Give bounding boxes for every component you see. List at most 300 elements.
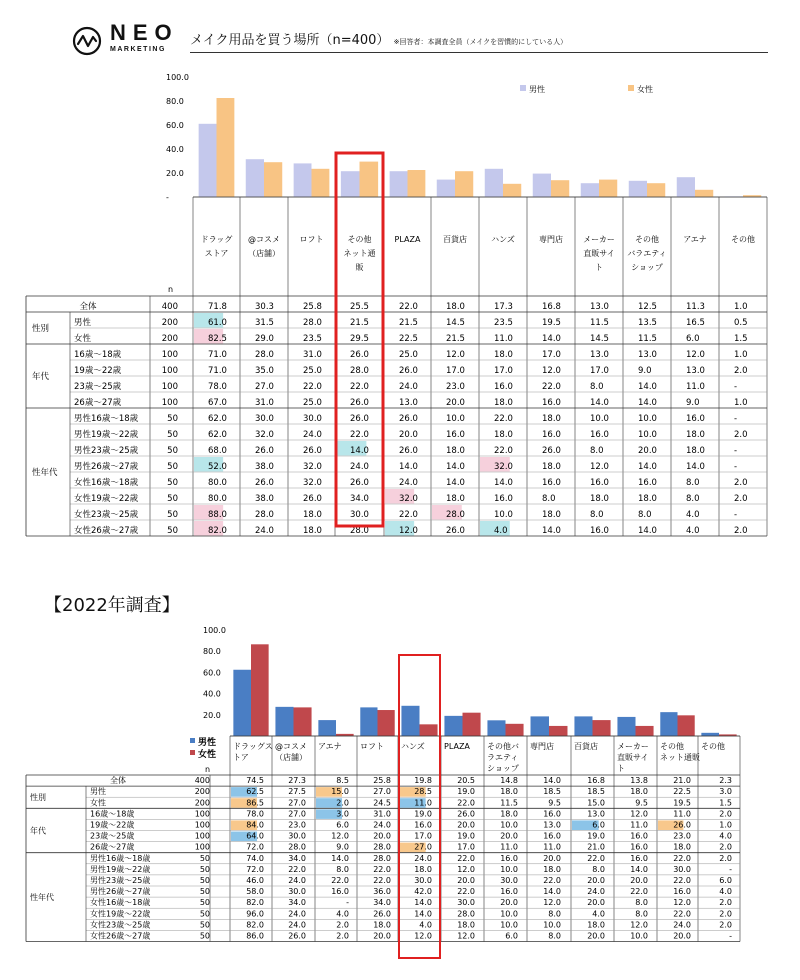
row-n: 400 [161,302,178,312]
cell-value: 34.0 [350,494,369,504]
row-n: 100 [194,820,210,830]
cell-value: 13.0 [590,302,609,312]
row-label: 女性16歳〜18歳 [74,478,139,488]
cell-value: 3.0 [336,809,349,819]
row-n: 50 [199,898,210,908]
cell-value: 86.0 [246,931,264,941]
cell-value: 71.8 [208,302,227,312]
cell-value: 16.0 [542,430,561,440]
row-label: 女性 [74,334,92,344]
category-label-9: その他 [635,235,659,244]
category-label-8: 百貨店 [574,742,598,751]
cell-value: 14.0 [414,898,432,908]
category-label-3: 販 [355,263,364,272]
cell-value: 14.0 [638,382,657,392]
cell-value: 30.0 [414,876,432,885]
cell-value: 27.0 [373,787,391,797]
group-label: 性年代 [30,893,54,903]
cell-value: 28.5 [414,787,432,797]
cell-value: 2.0 [719,809,732,819]
row-n: 50 [167,430,178,440]
cell-value: 24.0 [587,887,605,897]
cell-value: 22.0 [457,798,475,808]
y-tick-label: 40.0 [166,145,184,154]
cell-value: 14.0 [494,478,513,488]
bar-male-1 [275,707,293,736]
cell-value: 2.0 [336,920,349,930]
cell-value: 14.5 [590,334,609,344]
cell-value: 22.0 [457,887,475,897]
bar-female-1 [264,162,282,197]
cell-value: 2.0 [734,494,748,504]
cell-value: - [734,462,738,472]
cell-value: 10.0 [590,414,609,424]
cell-value: 15.0 [587,798,605,808]
cell-value: 28.0 [288,842,306,852]
cell-value: 28.0 [373,842,391,852]
cell-value: 12.0 [630,920,648,930]
category-label-7: 専門店 [539,235,563,244]
category-label-9: メーカー [617,742,649,751]
cell-value: 16.0 [590,526,609,536]
bar-female-3 [378,710,395,736]
row-label: 16歳〜18歳 [74,350,122,360]
n-header-label: n [205,765,211,774]
cell-value: 24.0 [288,920,306,930]
cell-value: 2.0 [734,430,748,440]
cell-value: 20.5 [457,776,475,786]
category-label-11: その他 [731,235,755,244]
bar-male-7 [531,716,549,736]
cell-value: 19.5 [542,318,561,328]
cell-value: 20.0 [500,831,518,841]
cell-value: 8.0 [635,898,648,908]
cell-value: 13.0 [543,820,561,830]
cell-value: 22.0 [542,382,561,392]
cell-value: 17.0 [414,831,432,841]
category-label-4: PLAZA [394,235,421,244]
cell-value: 22.0 [494,446,513,456]
cell-value: 24.0 [399,382,418,392]
cell-value: - [729,931,732,941]
row-n: 50 [167,494,178,504]
cell-value: 11.5 [590,318,609,328]
category-label-1: （店舗） [248,249,280,258]
cell-value: 18.5 [543,787,561,797]
cell-value: 22.0 [587,853,605,863]
cell-value: 14.0 [543,776,561,786]
cell-value: 34.0 [288,853,306,863]
row-n: 100 [161,350,178,360]
cell-value: 12.0 [399,526,418,536]
cell-value: 18.0 [414,864,432,874]
cell-value: 9.5 [548,798,561,808]
cell-value: 16.0 [542,478,561,488]
bar-female-4 [420,724,438,736]
cell-value: 35.0 [255,366,274,376]
cell-value: 14.0 [446,462,465,472]
y-tick-label: 80.0 [203,647,221,657]
cell-value: 26.0 [255,478,274,488]
row-n: 100 [194,831,210,841]
cell-value: 23.0 [446,382,465,392]
bar-female-4 [408,170,426,197]
cell-value: 4.0 [719,887,732,897]
cell-value: 18.0 [542,510,561,520]
cell-value: 31.0 [255,398,274,408]
row-label: 女性23歳〜25歳 [90,920,151,930]
cell-value: 14.0 [630,864,648,874]
legend-label: 男性 [198,738,217,748]
cell-value: 4.0 [686,526,700,536]
cell-value: 30.0 [288,831,306,841]
cell-value: 30.0 [457,898,475,908]
cell-value: 78.0 [208,382,227,392]
cell-value: 8.0 [635,909,648,919]
cell-value: 30.0 [288,887,306,897]
bar-male-5 [437,180,455,197]
bar-male-8 [581,183,599,197]
row-n: 100 [161,382,178,392]
cell-value: 26.0 [350,414,369,424]
cell-value: 9.5 [635,798,648,808]
cell-value: 22.5 [673,787,691,797]
row-n: 200 [161,318,178,328]
cell-value: 26.0 [303,494,322,504]
cell-value: 24.0 [373,820,391,830]
cell-value: 22.0 [350,430,369,440]
cell-value: 8.0 [686,478,700,488]
cell-value: 32.0 [303,462,322,472]
row-n: 50 [167,526,178,536]
category-label-11: その他 [701,742,725,751]
cell-value: 13.0 [590,350,609,360]
cell-value: 14.0 [543,887,561,897]
cell-value: 16.0 [543,809,561,819]
cell-value: 22.5 [399,334,418,344]
chart-2022 [0,620,800,980]
cell-value: 18.0 [686,430,705,440]
cell-value: 30.0 [255,414,274,424]
cell-value: 18.0 [494,350,513,360]
cell-value: 10.0 [638,414,657,424]
cell-value: 11.5 [500,798,518,808]
cell-value: 27.0 [414,842,432,852]
category-label-10: ネット通販 [660,753,700,762]
cell-value: 20.0 [457,820,475,830]
cell-value: 20.0 [587,931,605,941]
cell-value: 38.0 [255,494,274,504]
category-label-9: バラエティ [627,249,667,258]
cell-value: 23.5 [494,318,513,328]
cell-value: 8.0 [542,494,556,504]
category-label-6: その他バ [487,742,519,751]
cell-value: 27.0 [288,809,306,819]
cell-value: 24.0 [414,853,432,863]
cell-value: 71.0 [208,366,227,376]
cell-value: 2.0 [719,842,732,852]
cell-value: 11.0 [630,820,648,830]
row-label: 女性16歳〜18歳 [90,898,151,908]
row-n: 200 [194,798,210,808]
category-label-5: 百貨店 [443,235,467,244]
cell-value: 10.0 [630,931,648,941]
cell-value: 13.8 [630,776,648,786]
cell-value: 18.0 [373,920,391,930]
bar-male-6 [487,720,505,736]
row-n: 100 [194,809,210,819]
category-label-2: アエナ [318,742,342,751]
row-n: 50 [199,920,210,930]
cell-value: 2.0 [719,920,732,930]
row-n: 50 [167,478,178,488]
cell-value: - [734,446,738,456]
bar-female-0 [251,644,269,736]
cell-value: 2.0 [734,478,748,488]
cell-value: 25.5 [350,302,369,312]
cell-value: 52.0 [208,462,227,472]
category-label-7: 専門店 [530,742,554,751]
cell-value: 16.0 [590,430,609,440]
cell-value: 12.0 [590,462,609,472]
cell-value: 20.0 [399,430,418,440]
legend-swatch-1 [190,750,195,755]
cell-value: 11.0 [686,382,705,392]
cell-value: 22.0 [350,382,369,392]
cell-value: 16.5 [686,318,705,328]
bar-male-10 [660,712,677,736]
cell-value: 25.8 [373,776,391,786]
cell-value: 21.5 [446,334,465,344]
cell-value: 20.0 [500,898,518,908]
y-tick-label: 40.0 [203,689,221,699]
cell-value: 28.0 [457,909,475,919]
cell-value: 17.0 [494,366,513,376]
cell-value: 42.0 [414,887,432,897]
cell-value: 34.0 [373,898,391,908]
cell-value: 29.0 [255,334,274,344]
cell-value: 16.8 [542,302,561,312]
cell-value: 26.0 [446,526,465,536]
cell-value: 4.0 [719,831,732,841]
cell-value: 2.0 [719,853,732,863]
cell-value: 18.0 [543,864,561,874]
cell-value: 20.0 [630,876,648,885]
category-label-0: ドラッグ [200,235,233,244]
cell-value: 86.5 [246,798,264,808]
cell-value: 16.0 [494,382,513,392]
cell-value: 25.0 [303,398,322,408]
cell-value: 6.0 [592,820,605,830]
cell-value: 82.5 [208,334,227,344]
cell-value: 80.0 [208,478,227,488]
cell-value: 64.0 [246,831,264,841]
cell-value: 8.0 [590,510,604,520]
cell-value: 17.0 [446,366,465,376]
cell-value: 6.0 [336,820,349,830]
cell-value: 21.5 [350,318,369,328]
category-label-6: ラエティ [487,753,519,762]
group-label: 性別 [30,793,46,803]
cell-value: 18.0 [446,446,465,456]
cell-value: 26.0 [673,820,691,830]
bar-male-10 [677,177,695,197]
bar-male-11 [701,733,719,736]
cell-value: 2.3 [719,776,732,786]
cell-value: 16.0 [630,831,648,841]
cell-value: 30.0 [350,510,369,520]
cell-value: 22.0 [399,510,418,520]
cell-value: 9.0 [686,398,700,408]
bar-female-8 [599,180,617,197]
cell-value: 36.0 [373,887,391,897]
row-label: 女性26歳〜27歳 [74,526,139,536]
cell-value: 1.0 [719,820,732,830]
chart-2023 [0,60,800,600]
cell-value: 4.0 [336,909,349,919]
cell-value: 8.0 [686,494,700,504]
cell-value: 22.0 [303,382,322,392]
cell-value: 1.0 [734,302,748,312]
cell-value: 11.0 [494,334,513,344]
cell-value: 2.0 [734,526,748,536]
cell-value: 16.0 [494,494,513,504]
cell-value: 10.0 [494,510,513,520]
row-label: 男性26歳〜27歳 [90,887,151,897]
row-n: 50 [199,931,210,941]
cell-value: 30.0 [673,864,691,874]
cell-value: 30.0 [500,876,518,885]
cell-value: 14.0 [590,398,609,408]
title-main: メイク用品を買う場所（n=400） [190,33,390,48]
cell-value: 21.5 [399,318,418,328]
cell-value: 16.0 [543,831,561,841]
bar-female-9 [636,726,654,736]
cell-value: 24.0 [288,876,306,885]
cell-value: 8.0 [548,931,561,941]
bar-female-10 [695,190,713,197]
legend-swatch-0 [520,85,526,91]
row-n: 100 [194,842,210,852]
row-label: 女性19歳〜22歳 [74,494,139,504]
cell-value: 24.0 [255,526,274,536]
cell-value: 8.0 [590,382,604,392]
row-label: 男性26歳〜27歳 [74,462,139,472]
cell-value: 11.0 [500,842,518,852]
cell-value: 12.0 [673,898,691,908]
category-label-5: PLAZA [444,742,470,751]
cell-value: 18.0 [673,842,691,852]
cell-value: 12.0 [630,809,648,819]
cell-value: - [734,382,738,392]
bar-male-4 [390,171,408,197]
cell-value: 16.0 [500,853,518,863]
cell-value: 13.0 [686,366,705,376]
cell-value: 9.0 [336,842,349,852]
cell-value: 20.0 [587,876,605,885]
cell-value: 32.0 [255,430,274,440]
cell-value: 16.0 [673,887,691,897]
cell-value: 11.3 [686,302,705,312]
cell-value: 46.0 [246,876,264,885]
cell-value: 16.0 [590,478,609,488]
cell-value: 16.0 [500,887,518,897]
cell-value: 26.0 [399,366,418,376]
cell-value: 22.0 [673,853,691,863]
cell-value: 14.0 [638,526,657,536]
row-label: 女性26歳〜27歳 [90,931,151,941]
cell-value: 26.0 [399,446,418,456]
row-n: 50 [167,414,178,424]
cell-value: 18.0 [542,462,561,472]
cell-value: 21.0 [587,842,605,852]
cell-value: 18.0 [457,920,475,930]
bar-male-7 [533,174,551,197]
category-label-3: ロフト [360,742,384,751]
cell-value: 24.0 [399,478,418,488]
cell-value: 26.0 [457,809,475,819]
bar-female-6 [506,724,524,736]
cell-value: 22.0 [457,853,475,863]
cell-value: 72.0 [246,864,264,874]
cell-value: 27.0 [255,382,274,392]
cell-value: 34.0 [288,898,306,908]
cell-value: 84.0 [246,820,264,830]
cell-value: 11.5 [638,334,657,344]
cell-value: 22.0 [673,876,691,885]
row-n: 50 [199,876,210,885]
cell-value: 22.0 [630,887,648,897]
cell-value: 12.0 [542,366,561,376]
cell-value: 18.0 [446,302,465,312]
cell-value: 16.0 [686,414,705,424]
row-n: 100 [161,366,178,376]
cell-value: 22.0 [288,864,306,874]
cell-value: 11.0 [414,798,432,808]
n-header-label: n [168,285,174,294]
group-label: 年代 [32,372,50,382]
y-tick-label: - [166,193,169,202]
bar-female-8 [593,720,611,736]
category-label-0: ドラッグス [233,742,273,751]
cell-value: 14.0 [638,462,657,472]
cell-value: 17.0 [457,842,475,852]
cell-value: 1.5 [734,334,748,344]
cell-value: 14.0 [331,853,349,863]
cell-value: 18.0 [638,494,657,504]
bar-male-3 [360,707,377,736]
bar-female-7 [551,180,569,197]
bar-male-1 [246,159,264,197]
cell-value: 19.0 [457,787,475,797]
cell-value: - [729,864,732,874]
cell-value: 88.0 [208,510,227,520]
bar-female-1 [294,707,312,736]
legend-label: 女性 [198,750,217,760]
bar-male-9 [617,717,635,736]
row-label: 19歳〜22歳 [90,820,135,830]
bar-male-8 [574,716,592,736]
cell-value: 72.0 [246,842,264,852]
y-tick-label: 100.0 [166,73,189,82]
row-n: 400 [194,776,210,786]
row-label: 26歳〜27歳 [90,842,135,852]
cell-value: 24.0 [288,909,306,919]
cell-value: 78.0 [246,809,264,819]
bar-male-0 [199,124,217,197]
cell-value: 10.0 [446,414,465,424]
cell-value: 21.0 [673,776,691,786]
